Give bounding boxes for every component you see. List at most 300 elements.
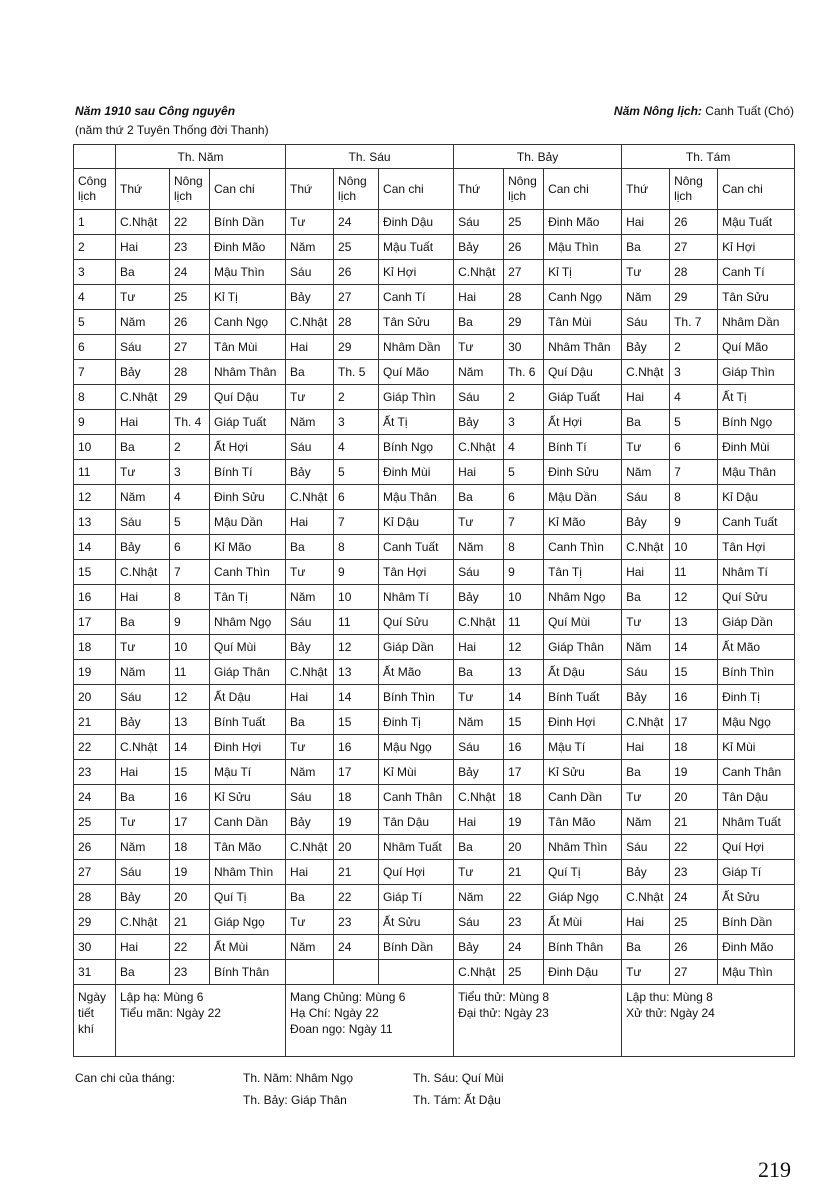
weekday-cell: Tư (116, 810, 170, 835)
can-chi-cell: Mậu Thân (379, 485, 454, 510)
lunar-day-cell: 12 (334, 635, 379, 660)
table-row (74, 810, 795, 835)
can-chi-cell: Quí Hợi (379, 860, 454, 885)
solar-day-cell: 28 (74, 885, 116, 910)
month-header-8: Th. Tám (622, 145, 795, 169)
weekday-cell: Sáu (286, 610, 334, 635)
weekday-cell: Bảy (622, 685, 670, 710)
lunar-day-cell: 26 (334, 260, 379, 285)
solar-day-cell: 30 (74, 935, 116, 960)
weekday-cell: Bảy (454, 585, 504, 610)
tiet-khi-entry: Tiểu thử: Mùng 8 (458, 990, 550, 1004)
weekday-cell: Hai (622, 385, 670, 410)
weekday-cell: Hai (622, 210, 670, 235)
weekday-cell: C.Nhật (454, 610, 504, 635)
can-chi-cell: Ất Dậu (544, 660, 622, 685)
can-chi-cell: Giáp Tuất (210, 410, 286, 435)
lunar-day-cell: 12 (670, 585, 718, 610)
lunar-day-cell: 2 (670, 335, 718, 360)
lunar-day-cell: 5 (504, 460, 544, 485)
can-chi-cell: Giáp Tí (379, 885, 454, 910)
can-chi-cell: Nhâm Dần (379, 335, 454, 360)
can-chi-cell: Mậu Thìn (210, 260, 286, 285)
can-chi-cell: Canh Tuất (379, 535, 454, 560)
weekday-cell: Sáu (116, 335, 170, 360)
weekday-cell: C.Nhật (286, 660, 334, 685)
can-chi-cell: Kỉ Mùi (379, 760, 454, 785)
col-thu: Thứ (622, 169, 670, 210)
can-chi-cell: Kỉ Hợi (379, 260, 454, 285)
weekday-cell: Sáu (454, 910, 504, 935)
can-chi-cell: Bính Ngọ (379, 435, 454, 460)
weekday-cell: C.Nhật (454, 260, 504, 285)
solar-day-cell: 24 (74, 785, 116, 810)
lunar-day-cell: 3 (504, 410, 544, 435)
weekday-cell: Tư (286, 560, 334, 585)
can-chi-cell: Bính Tuất (210, 710, 286, 735)
can-chi-cell: Bính Tí (544, 435, 622, 460)
lunar-day-cell: 10 (504, 585, 544, 610)
can-chi-cell: Canh Thân (379, 785, 454, 810)
weekday-cell: Bảy (286, 460, 334, 485)
lunar-day-cell: 8 (670, 485, 718, 510)
tiet-khi-entry: Hạ Chí: Ngày 22 (290, 1006, 379, 1020)
can-chi-cell: Tân Hợi (379, 560, 454, 585)
tiet-khi-cell-month-6 (286, 985, 454, 1057)
tiet-khi-entry: Đại thử: Ngày 23 (458, 1006, 549, 1020)
weekday-cell: Năm (286, 760, 334, 785)
lunar-day-cell: 19 (670, 760, 718, 785)
weekday-cell: C.Nhật (286, 485, 334, 510)
solar-day-cell: 15 (74, 560, 116, 585)
table-row (74, 735, 795, 760)
can-chi-cell: Giáp Ngọ (210, 910, 286, 935)
tiet-khi-cell-month-7 (454, 985, 622, 1057)
weekday-cell: Bảy (454, 410, 504, 435)
can-chi-cell: Giáp Thìn (718, 360, 795, 385)
solar-day-cell: 17 (74, 610, 116, 635)
weekday-cell: Sáu (454, 560, 504, 585)
weekday-cell: Sáu (286, 435, 334, 460)
can-chi-cell: Nhâm Tuất (718, 810, 795, 835)
table-row (74, 785, 795, 810)
solar-day-cell: 13 (74, 510, 116, 535)
can-chi-cell: Tân Sửu (379, 310, 454, 335)
calendar-body (74, 210, 795, 1057)
can-chi-cell: Nhâm Thìn (544, 835, 622, 860)
calendar-table (73, 144, 795, 1057)
solar-day-cell: 19 (74, 660, 116, 685)
lunar-day-cell: 27 (170, 335, 210, 360)
table-row (74, 935, 795, 960)
table-row (74, 335, 795, 360)
lunar-day-cell: 21 (670, 810, 718, 835)
weekday-cell: Năm (622, 635, 670, 660)
lunar-day-cell: 10 (670, 535, 718, 560)
lunar-day-cell: 27 (670, 960, 718, 985)
col-nong-lich: Nông lịch (670, 169, 718, 210)
can-chi-cell: Mậu Dần (210, 510, 286, 535)
can-chi-cell: Đinh Tị (379, 710, 454, 735)
lunar-day-cell: 15 (170, 760, 210, 785)
lunar-day-cell: 23 (334, 910, 379, 935)
weekday-cell: Ba (116, 960, 170, 985)
can-chi-cell: Bính Ngọ (718, 410, 795, 435)
weekday-cell: Hai (622, 910, 670, 935)
weekday-cell: Ba (454, 485, 504, 510)
weekday-cell: Ba (286, 885, 334, 910)
lunar-day-cell: 14 (334, 685, 379, 710)
lunar-day-cell: 24 (670, 885, 718, 910)
lunar-day-cell: 9 (170, 610, 210, 635)
lunar-day-cell: 4 (334, 435, 379, 460)
can-chi-cell: Ất Mão (718, 635, 795, 660)
can-chi-cell: Kỉ Sửu (210, 785, 286, 810)
table-row (74, 435, 795, 460)
can-chi-cell: Giáp Thân (544, 635, 622, 660)
can-chi-cell: Quí Dậu (210, 385, 286, 410)
can-chi-cell: Bính Dần (210, 210, 286, 235)
solar-day-cell: 2 (74, 235, 116, 260)
table-row (74, 685, 795, 710)
can-chi-cell: Bính Thìn (379, 685, 454, 710)
can-chi-cell: Nhâm Thân (210, 360, 286, 385)
weekday-cell: Ba (286, 535, 334, 560)
lunar-day-cell: 4 (670, 385, 718, 410)
lunar-day-cell: 3 (170, 460, 210, 485)
weekday-cell: Ba (454, 835, 504, 860)
weekday-cell: Bảy (116, 710, 170, 735)
can-chi-cell: Giáp Thân (210, 660, 286, 685)
lunar-day-cell: 12 (504, 635, 544, 660)
table-row (74, 460, 795, 485)
weekday-cell: Sáu (286, 260, 334, 285)
lunar-day-cell: 2 (504, 385, 544, 410)
lunar-day-cell: 15 (334, 710, 379, 735)
lunar-day-cell: 2 (170, 435, 210, 460)
can-chi-cell: Canh Dần (210, 810, 286, 835)
lunar-day-cell: 11 (334, 610, 379, 635)
col-thu: Thứ (116, 169, 170, 210)
can-chi-cell: Bính Thân (544, 935, 622, 960)
lunar-day-cell: 28 (670, 260, 718, 285)
weekday-cell: Năm (116, 660, 170, 685)
lunar-day-cell: 11 (170, 660, 210, 685)
weekday-cell: Ba (116, 785, 170, 810)
table-row (74, 310, 795, 335)
tiet-khi-row (74, 985, 795, 1057)
can-chi-cell: Nhâm Ngọ (210, 610, 286, 635)
can-chi-cell: Đinh Mùi (379, 460, 454, 485)
solar-day-cell: 9 (74, 410, 116, 435)
weekday-cell: Bảy (116, 885, 170, 910)
weekday-cell: Ba (622, 935, 670, 960)
can-chi-cell: Quí Mùi (544, 610, 622, 635)
lunar-day-cell: 22 (670, 835, 718, 860)
lunar-day-cell: 6 (334, 485, 379, 510)
lunar-day-cell: 24 (170, 260, 210, 285)
can-chi-cell: Mậu Tí (544, 735, 622, 760)
lunar-day-cell: 9 (334, 560, 379, 585)
table-row (74, 585, 795, 610)
lunar-day-cell: 17 (504, 760, 544, 785)
weekday-cell: Ba (116, 260, 170, 285)
can-chi-cell: Tân Tị (210, 585, 286, 610)
weekday-cell: Sáu (286, 785, 334, 810)
solar-day-cell: 22 (74, 735, 116, 760)
weekday-cell: C.Nhật (454, 785, 504, 810)
can-chi-cell: Canh Ngọ (210, 310, 286, 335)
can-chi-cell: Mậu Tuất (718, 210, 795, 235)
page-number: 219 (758, 1157, 791, 1182)
lunar-day-cell: 14 (670, 635, 718, 660)
weekday-cell: Ba (454, 310, 504, 335)
weekday-cell: Năm (116, 310, 170, 335)
lunar-day-cell: 23 (670, 860, 718, 885)
weekday-cell: Ba (622, 410, 670, 435)
can-chi-cell: Nhâm Tí (718, 560, 795, 585)
weekday-cell: Năm (622, 810, 670, 835)
lunar-day-cell: 16 (334, 735, 379, 760)
weekday-cell: Bảy (116, 535, 170, 560)
can-chi-cell: Đinh Mão (210, 235, 286, 260)
col-thu: Thứ (454, 169, 504, 210)
lunar-day-cell: Th. 4 (170, 410, 210, 435)
lunar-day-cell: 23 (170, 235, 210, 260)
can-chi-cell: Giáp Ngọ (544, 885, 622, 910)
lunar-day-cell: 7 (334, 510, 379, 535)
weekday-cell: C.Nhật (116, 735, 170, 760)
lunar-day-cell: 24 (334, 210, 379, 235)
weekday-cell: Năm (622, 460, 670, 485)
weekday-cell: C.Nhật (622, 710, 670, 735)
lunar-day-cell: 18 (334, 785, 379, 810)
solar-day-cell: 23 (74, 760, 116, 785)
solar-day-cell: 14 (74, 535, 116, 560)
month-canchi-5: Th. Năm: Nhâm Ngọ (243, 1071, 354, 1085)
tiet-khi-cell-month-8 (622, 985, 795, 1057)
table-row (74, 235, 795, 260)
table-row (74, 385, 795, 410)
lunar-day-cell: 26 (670, 935, 718, 960)
lunar-day-cell: 3 (670, 360, 718, 385)
lunar-day-cell: 29 (334, 335, 379, 360)
tiet-khi-entry: Lập thu: Mùng 8 (626, 990, 713, 1004)
lunar-day-cell: 6 (670, 435, 718, 460)
can-chi-cell: Canh Dần (544, 785, 622, 810)
weekday-cell: C.Nhật (116, 385, 170, 410)
lunar-day-cell: 9 (670, 510, 718, 535)
weekday-cell: Sáu (622, 310, 670, 335)
lunar-day-cell: 29 (670, 285, 718, 310)
lunar-day-cell: 26 (670, 210, 718, 235)
can-chi-cell: Đinh Hợi (210, 735, 286, 760)
weekday-cell: Năm (454, 535, 504, 560)
lunar-day-cell: 20 (170, 885, 210, 910)
can-chi-cell: Đinh Hợi (544, 710, 622, 735)
weekday-cell: Sáu (622, 485, 670, 510)
can-chi-cell: Giáp Dần (718, 610, 795, 635)
month-canchi-label: Can chi của tháng: (75, 1071, 176, 1085)
weekday-cell: Hai (622, 735, 670, 760)
year-subtitle: (năm thứ 2 Tuyên Thống đời Thanh) (75, 123, 269, 137)
can-chi-cell: Bính Thìn (718, 660, 795, 685)
can-chi-cell: Kỉ Mão (210, 535, 286, 560)
lunar-day-cell: 9 (504, 560, 544, 585)
lunar-day-cell: 2 (334, 385, 379, 410)
table-row (74, 560, 795, 585)
weekday-cell: C.Nhật (454, 960, 504, 985)
weekday-cell: Sáu (116, 860, 170, 885)
can-chi-cell: Nhâm Tuất (379, 835, 454, 860)
table-row (74, 285, 795, 310)
weekday-cell: Hai (116, 235, 170, 260)
weekday-cell: Ba (622, 585, 670, 610)
can-chi-cell: Tân Mùi (210, 335, 286, 360)
lunar-day-cell: 21 (504, 860, 544, 885)
can-chi-cell: Ất Mùi (544, 910, 622, 935)
lunar-day-cell: 13 (504, 660, 544, 685)
weekday-cell: Hai (454, 460, 504, 485)
col-can-chi: Can chi (379, 169, 454, 210)
weekday-cell: Hai (116, 410, 170, 435)
solar-day-cell: 1 (74, 210, 116, 235)
tiet-khi-entry: Lập hạ: Mùng 6 (120, 990, 204, 1004)
solar-day-cell: 26 (74, 835, 116, 860)
lunar-day-cell: 18 (170, 835, 210, 860)
weekday-cell: C.Nhật (454, 435, 504, 460)
weekday-cell: Sáu (622, 660, 670, 685)
lunar-day-cell: 18 (670, 735, 718, 760)
weekday-cell: Hai (286, 860, 334, 885)
can-chi-cell: Đinh Sửu (210, 485, 286, 510)
lunar-day-cell: 13 (334, 660, 379, 685)
weekday-cell: Bảy (622, 860, 670, 885)
lunar-day-cell: 11 (670, 560, 718, 585)
weekday-cell: Năm (286, 935, 334, 960)
weekday-cell: Hai (116, 585, 170, 610)
lunar-day-cell: 25 (670, 910, 718, 935)
weekday-cell: Ba (286, 710, 334, 735)
lunar-day-cell: 27 (334, 285, 379, 310)
solar-day-cell: 11 (74, 460, 116, 485)
lunar-day-cell: 13 (670, 610, 718, 635)
can-chi-cell: Ất Tị (379, 410, 454, 435)
solar-day-cell: 31 (74, 960, 116, 985)
lunar-day-cell: 8 (334, 535, 379, 560)
can-chi-cell: Quí Mùi (210, 635, 286, 660)
table-row (74, 410, 795, 435)
can-chi-cell: Tân Dậu (379, 810, 454, 835)
lunar-day-cell: 26 (170, 310, 210, 335)
solar-day-cell: 6 (74, 335, 116, 360)
weekday-cell: Tư (622, 960, 670, 985)
lunar-day-cell: 7 (504, 510, 544, 535)
lunar-day-cell: Th. 7 (670, 310, 718, 335)
can-chi-cell: Giáp Thìn (379, 385, 454, 410)
can-chi-cell: Bính Thân (210, 960, 286, 985)
weekday-cell: Sáu (454, 735, 504, 760)
lunar-day-cell: 8 (170, 585, 210, 610)
solar-day-cell: 3 (74, 260, 116, 285)
weekday-cell: Tư (622, 260, 670, 285)
lunar-day-cell: 4 (504, 435, 544, 460)
solar-day-cell: 25 (74, 810, 116, 835)
weekday-cell: Năm (454, 710, 504, 735)
weekday-cell: Ba (116, 610, 170, 635)
col-nong-lich: Nông lịch (504, 169, 544, 210)
can-chi-cell: Canh Tí (718, 260, 795, 285)
can-chi-cell: Quí Mão (379, 360, 454, 385)
month-header-7: Th. Bảy (454, 145, 622, 169)
month-header-6: Th. Sáu (286, 145, 454, 169)
can-chi-cell: Ất Hợi (544, 410, 622, 435)
weekday-cell: Năm (622, 285, 670, 310)
weekday-cell: C.Nhật (622, 535, 670, 560)
weekday-cell: Hai (116, 760, 170, 785)
lunar-day-cell: 22 (504, 885, 544, 910)
table-row (74, 885, 795, 910)
col-nong-lich: Nông lịch (170, 169, 210, 210)
lunar-day-cell: 4 (170, 485, 210, 510)
weekday-cell: C.Nhật (116, 910, 170, 935)
weekday-cell: Năm (286, 235, 334, 260)
month-canchi-6: Th. Sáu: Quí Mùi (413, 1071, 504, 1085)
can-chi-cell: Ất Sửu (379, 910, 454, 935)
lunar-day-cell: 24 (504, 935, 544, 960)
weekday-cell: Tư (286, 385, 334, 410)
lunar-day-cell: 28 (170, 360, 210, 385)
month-canchi-7: Th. Bảy: Giáp Thân (243, 1093, 347, 1107)
can-chi-cell: Tân Sửu (718, 285, 795, 310)
can-chi-cell: Mậu Dần (544, 485, 622, 510)
lunar-day-cell: 19 (504, 810, 544, 835)
can-chi-cell: Mậu Thìn (544, 235, 622, 260)
weekday-cell: Tư (622, 785, 670, 810)
weekday-cell: Năm (286, 410, 334, 435)
table-row (74, 510, 795, 535)
lunar-day-cell: 24 (334, 935, 379, 960)
table-row (74, 660, 795, 685)
can-chi-cell: Tân Mùi (544, 310, 622, 335)
can-chi-cell: Mậu Ngọ (379, 735, 454, 760)
can-chi-cell: Tân Hợi (718, 535, 795, 560)
can-chi-cell: Mậu Tuất (379, 235, 454, 260)
weekday-cell: Tư (454, 685, 504, 710)
weekday-cell: C.Nhật (286, 835, 334, 860)
table-row (74, 960, 795, 985)
can-chi-cell: Đinh Tị (718, 685, 795, 710)
can-chi-cell: Tân Mão (544, 810, 622, 835)
weekday-cell: Tư (454, 510, 504, 535)
can-chi-cell: Bính Tí (210, 460, 286, 485)
weekday-cell: Ba (286, 360, 334, 385)
weekday-cell (286, 960, 334, 985)
can-chi-cell: Đinh Mão (718, 935, 795, 960)
can-chi-cell: Giáp Tí (718, 860, 795, 885)
lunar-day-cell: 17 (334, 760, 379, 785)
solar-day-cell: 10 (74, 435, 116, 460)
can-chi-cell: Kỉ Dậu (379, 510, 454, 535)
table-row (74, 485, 795, 510)
can-chi-cell: Nhâm Thìn (210, 860, 286, 885)
lunar-day-cell: 6 (170, 535, 210, 560)
lunar-day-cell: 15 (504, 710, 544, 735)
can-chi-cell: Quí Sửu (718, 585, 795, 610)
can-chi-cell: Kỉ Mão (544, 510, 622, 535)
weekday-cell: Bảy (116, 360, 170, 385)
tiet-khi-entry: Tiểu mãn: Ngày 22 (120, 1006, 221, 1020)
